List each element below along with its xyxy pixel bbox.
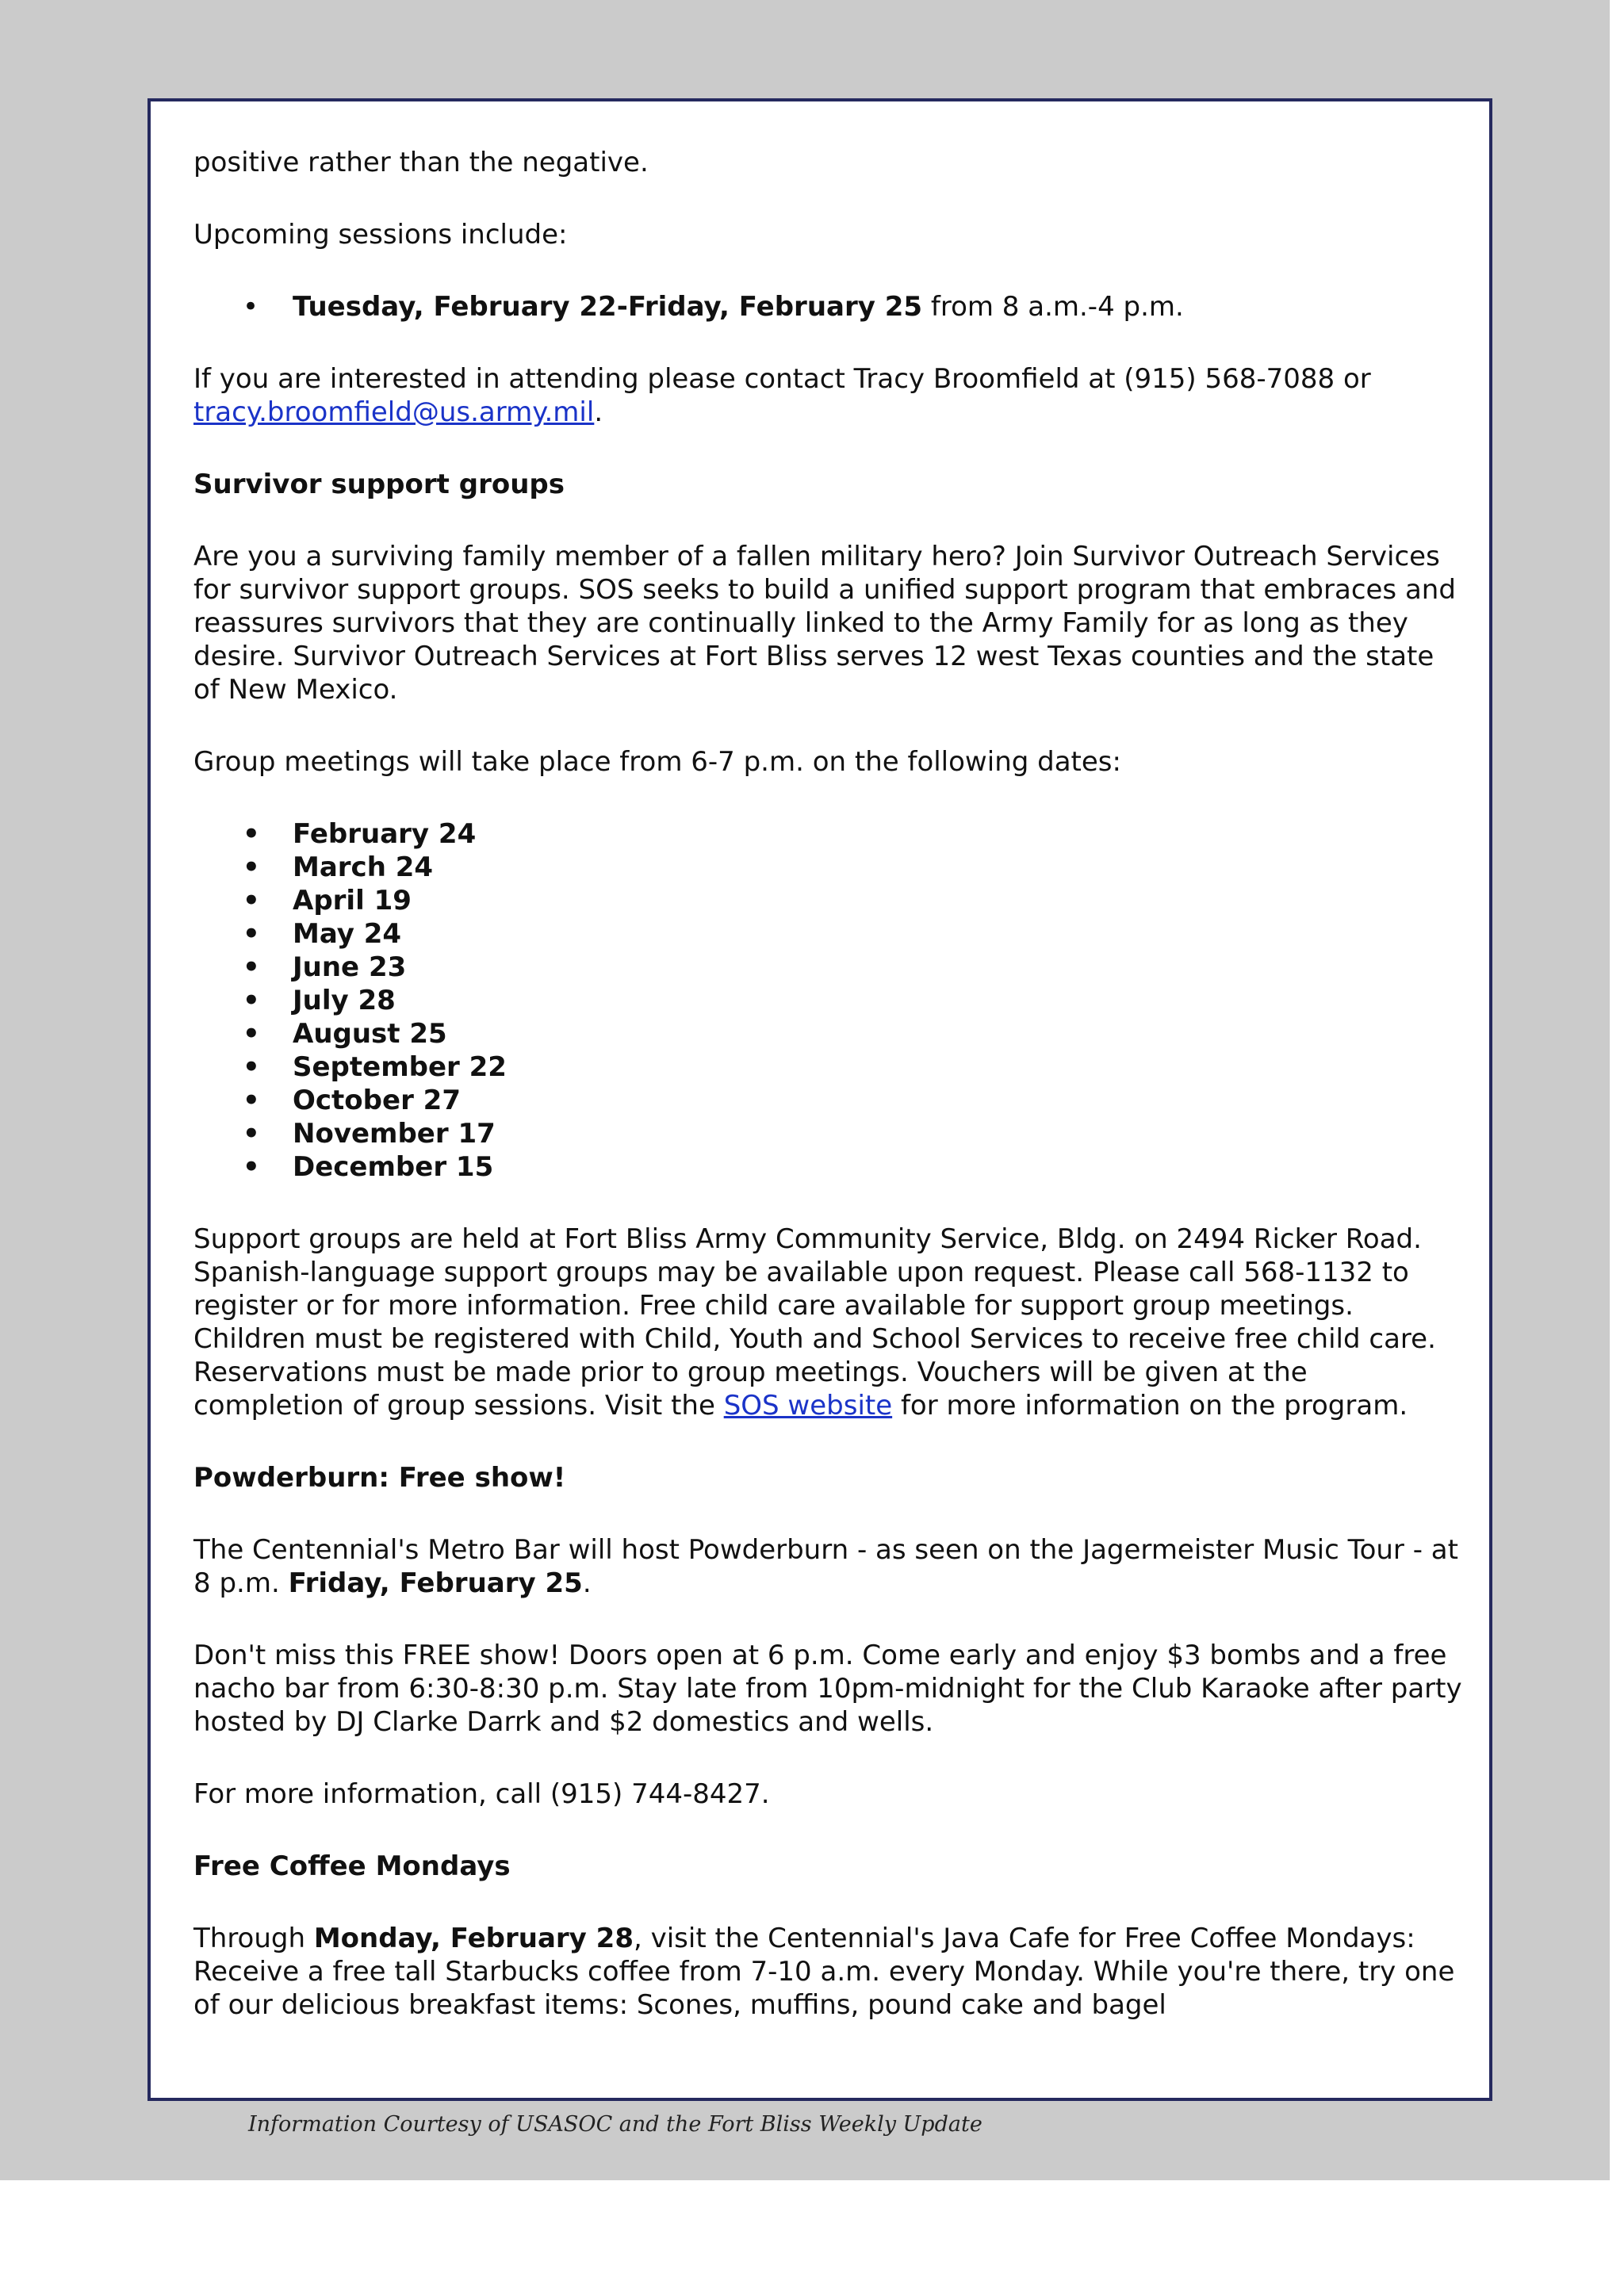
sessions-intro: Upcoming sessions include: — [193, 219, 568, 251]
list-item: • April 19 — [193, 884, 1462, 917]
intro-continuation: positive rather than the negative. — [193, 147, 649, 178]
survivor-heading: Survivor support groups — [193, 469, 565, 500]
list-item: • July 28 — [193, 984, 1462, 1017]
newsletter-content — [193, 146, 1462, 2061]
list-item: • September 22 — [193, 1050, 1462, 1084]
contact-email-link[interactable]: tracy.broomfield@us.army.mil — [193, 396, 595, 428]
contact-paragraph — [193, 362, 1462, 429]
list-item: • December 15 — [193, 1150, 1462, 1184]
powderburn-event-text: The Centennial's Metro Bar will host Powderburn - as seen on the Jagermeister Music Tour - at 8 p.m. — [193, 1534, 1458, 1599]
coffee-heading: Free Coffee Mondays — [193, 1850, 511, 1882]
powderburn-date: Friday, February 25 — [288, 1567, 583, 1599]
support-info — [193, 1223, 1462, 1422]
contact-end: . — [594, 396, 603, 428]
session-time: from 8 a.m.-4 p.m. — [922, 291, 1184, 323]
session-date: Tuesday, February 22-Friday, February 25 — [293, 291, 923, 323]
powderburn-details: Don't miss this FREE show! Doors open at 6 p.m. Come early and enjoy $3 bombs and a free nacho bar from 6:30-8:30 p.m. Stay late from 10pm-midnight for the Club Karaoke after party hosted by DJ Clarke Darrk and $2 domestics and wells. — [193, 1640, 1462, 1738]
powderburn-contact: For more information, call (915) 744-8427. — [193, 1778, 770, 1810]
list-item: • June 23 — [193, 951, 1462, 984]
powderburn-heading: Powderburn: Free show! — [193, 1462, 566, 1494]
list-item: • November 17 — [193, 1117, 1462, 1150]
sos-website-link[interactable]: SOS website — [723, 1390, 893, 1422]
list-item: • March 24 — [193, 851, 1462, 884]
meetings-intro: Group meetings will take place from 6-7 p.m. on the following dates: — [193, 746, 1121, 778]
coffee-paragraph — [193, 1922, 1462, 2022]
powderburn-event — [193, 1533, 1462, 1600]
support-info-text: Support groups are held at Fort Bliss Army Community Service, Bldg. on 2494 Ricker Road. Spanish-language support groups may be available upon request. Please call 568-1132 to register or for more information. Free child care available for support group meetings. Children must be registered with Child, Youth and School Services to receive free child care. Reservations must be made prior to group meetings. Vouchers will be given at the completion of group sessions. Visit the — [193, 1223, 1436, 1422]
list-item: • October 27 — [193, 1084, 1462, 1117]
support-info-end: for more information on the program. — [892, 1390, 1408, 1422]
survivor-body: Are you a surviving family member of a fallen military hero? Join Survivor Outreach Services for survivor support groups. SOS seeks to build a unified support program that embraces and reassures survivors that they are continually linked to the Army Family for as long as they desire. Survivor Outreach Services at Fort Bliss serves 12 west Texas counties and the state of New Mexico. — [193, 541, 1456, 706]
sessions-list — [193, 290, 1462, 323]
contact-text: If you are interested in attending please contact Tracy Broomfield at (915) 568-7088 or — [193, 363, 1371, 395]
session-item — [193, 290, 1462, 323]
list-item: • August 25 — [193, 1017, 1462, 1050]
coffee-text-start: Through — [193, 1923, 314, 1954]
coffee-date: Monday, February 28 — [313, 1923, 634, 1954]
list-item: • February 24 — [193, 817, 1462, 851]
list-item: • May 24 — [193, 917, 1462, 951]
footer-credit: Information Courtesy of USASOC and the Fort Bliss Weekly Update — [248, 2112, 982, 2137]
coffee-text: , visit the Centennial's Java Cafe for Free Coffee Mondays: Receive a free tall Starbucks coffee from 7-10 a.m. every Monday. While you're there, try one of our delicious breakfast items: Scones, muffins, pound cake and bagel — [193, 1923, 1455, 2021]
meeting-dates-list — [193, 817, 1462, 1184]
powderburn-event-end: . — [582, 1567, 592, 1599]
newsletter-frame — [147, 98, 1492, 2101]
